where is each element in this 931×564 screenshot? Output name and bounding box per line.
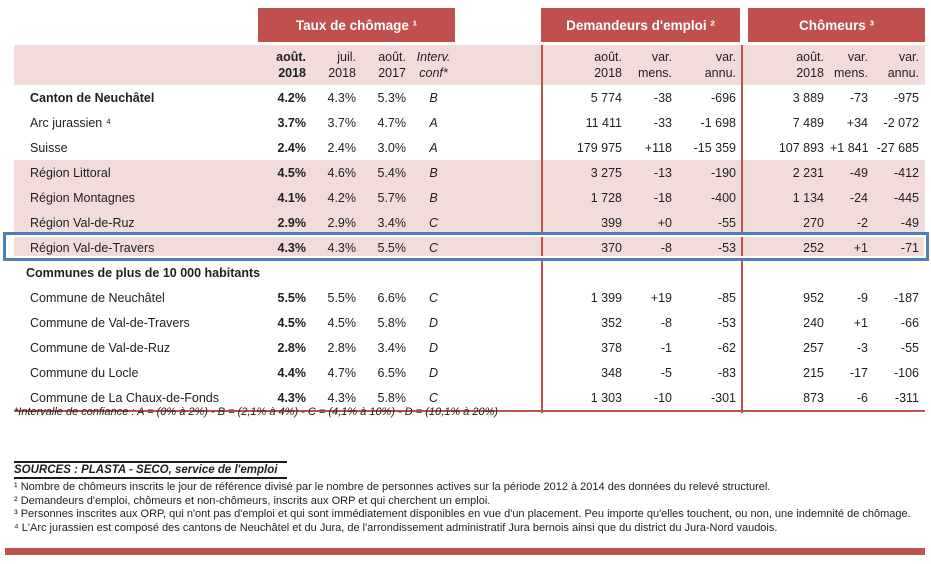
cell: -1 <box>660 340 672 355</box>
cell: 2.9% <box>277 215 306 230</box>
cell: -38 <box>653 90 672 105</box>
cell: -311 <box>894 390 919 405</box>
row-label: Commune du Locle <box>30 365 139 380</box>
cell: B <box>429 90 438 105</box>
cell: 2 231 <box>792 165 824 180</box>
table-row-suisse <box>14 135 925 160</box>
table-row-commune-de-val-de-travers <box>14 310 925 335</box>
cell: 1 134 <box>792 190 824 205</box>
table-section-header-communes <box>14 260 925 285</box>
cell: 4.3% <box>277 240 306 255</box>
col-header-de-var-annu: var. annu. <box>704 50 736 80</box>
cell: B <box>429 165 438 180</box>
row-label: Canton de Neuchâtel <box>30 90 155 105</box>
cell: -400 <box>710 190 736 205</box>
cell: -83 <box>717 365 736 380</box>
cell: -15 359 <box>693 140 736 155</box>
cell: -5 <box>660 365 672 380</box>
cell: 5 774 <box>590 90 622 105</box>
cell: 7 489 <box>792 115 824 130</box>
cell: 1 728 <box>590 190 622 205</box>
group-header-chomeurs: Chômeurs ³ <box>748 8 925 42</box>
cell: -73 <box>849 90 868 105</box>
cell: 2.8% <box>277 340 306 355</box>
cell: 2.9% <box>327 215 356 230</box>
cell: +34 <box>846 115 868 130</box>
cell: 378 <box>601 340 622 355</box>
col-header-de-var-mens: var. mens. <box>637 50 672 80</box>
cell: 107 893 <box>778 140 824 155</box>
row-label: Région Val-de-Ruz <box>30 215 135 230</box>
col-header-taux-aout-2017: août. 2017 <box>378 50 406 80</box>
cell: D <box>428 340 439 355</box>
cell: -412 <box>893 165 919 180</box>
cell: 4.7% <box>327 365 356 380</box>
cell: 6.5% <box>377 365 406 380</box>
table-row-region-littoral <box>14 160 925 185</box>
cell: 11 411 <box>585 115 622 130</box>
cell: 1 399 <box>590 290 622 305</box>
table-row-region-val-de-travers-highlighted <box>14 235 925 260</box>
row-label: Commune de La Chaux-de-Fonds <box>30 390 219 405</box>
table-row-commune-du-locle <box>14 360 925 385</box>
page-bottom-bar <box>5 548 925 555</box>
cell: -24 <box>849 190 868 205</box>
cell: -696 <box>710 90 736 105</box>
cell: 3.7% <box>327 115 356 130</box>
table-row-commune-de-neuchatel <box>14 285 925 310</box>
cell: -62 <box>717 340 736 355</box>
cell: -27 685 <box>876 140 919 155</box>
cell: 2.8% <box>327 340 356 355</box>
sources-title: SOURCES : PLASTA - SECO, service de l'emploi <box>14 461 287 479</box>
cell: C <box>428 390 439 405</box>
cell: -55 <box>717 215 736 230</box>
table-header-groups <box>14 8 925 42</box>
cell: 4.3% <box>327 240 356 255</box>
table-row-canton-de-neuchatel <box>14 85 925 110</box>
col-header-ch-var-annu: var. annu. <box>887 50 919 80</box>
cell: 5.8% <box>377 390 406 405</box>
cell: 873 <box>803 390 824 405</box>
spacer <box>455 63 541 67</box>
cell: A <box>429 115 438 130</box>
cell: C <box>428 215 439 230</box>
table-row-region-val-de-ruz <box>14 210 925 235</box>
cell: 252 <box>803 240 824 255</box>
cell: 4.3% <box>327 390 356 405</box>
cell: 4.5% <box>277 165 306 180</box>
col-header-de-aout-2018: août. 2018 <box>594 50 622 80</box>
col-header-ch-var-mens: var. mens. <box>833 50 868 80</box>
cell: -85 <box>717 290 736 305</box>
cell: -187 <box>893 290 919 305</box>
cell: -17 <box>849 365 868 380</box>
cell: -445 <box>893 190 919 205</box>
cell: 179 975 <box>576 140 622 155</box>
cell: 240 <box>803 315 824 330</box>
cell: 1 303 <box>590 390 622 405</box>
cell: -53 <box>717 240 736 255</box>
row-label: Région Montagnes <box>30 190 135 205</box>
cell: +19 <box>650 290 672 305</box>
cell: -49 <box>849 165 868 180</box>
cell: 3.4% <box>377 340 406 355</box>
table-row-region-montagnes <box>14 185 925 210</box>
cell: D <box>428 315 439 330</box>
cell: -106 <box>893 365 919 380</box>
sources-block <box>14 460 919 535</box>
cell: -301 <box>710 390 736 405</box>
statistics-table <box>14 8 925 412</box>
cell: 3.0% <box>377 140 406 155</box>
cell: -66 <box>900 315 919 330</box>
row-label: Commune de Val-de-Ruz <box>30 340 171 355</box>
cell: 4.2% <box>277 90 306 105</box>
cell: 3 889 <box>792 90 824 105</box>
row-label: Commune de Neuchâtel <box>30 290 165 305</box>
cell: -2 <box>856 215 868 230</box>
cell: -3 <box>856 340 868 355</box>
table-column-headers <box>14 45 925 85</box>
cell: -49 <box>900 215 919 230</box>
cell: 3.7% <box>277 115 306 130</box>
group-header-demandeurs-emploi: Demandeurs d'emploi ² <box>541 8 740 42</box>
cell: 6.6% <box>377 290 406 305</box>
cell: 952 <box>803 290 824 305</box>
footnote-3: ³ Personnes inscrites aux ORP, qui n'ont pas d'emploi et qui sont immédiatement disponibles en vue d'un placement. Peu importe qu'elles touchent, ou non, une indemnité de chômage. <box>14 508 911 520</box>
cell: 5.3% <box>377 90 406 105</box>
section-title: Communes de plus de 10 000 habitants <box>26 265 261 280</box>
cell: 5.5% <box>277 290 306 305</box>
cell: -13 <box>653 165 672 180</box>
table-row-arc-jurassien <box>14 110 925 135</box>
cell: 270 <box>803 215 824 230</box>
col-header-ch-aout-2018: août. 2018 <box>796 50 824 80</box>
cell: +1 841 <box>830 140 869 155</box>
column-separator-chomeurs <box>741 45 743 413</box>
cell: 4.4% <box>277 365 306 380</box>
cell: -33 <box>653 115 672 130</box>
cell: -6 <box>856 390 868 405</box>
col-header-interv-conf: Interv. conf* <box>416 50 451 80</box>
cell: 5.7% <box>377 190 406 205</box>
group-header-taux-de-chomage: Taux de chômage ¹ <box>258 8 455 42</box>
cell: 4.6% <box>327 165 356 180</box>
cell: C <box>428 290 439 305</box>
cell: +1 <box>853 315 868 330</box>
cell: 5.5% <box>377 240 406 255</box>
spacer <box>14 63 258 67</box>
cell: B <box>429 190 438 205</box>
cell: 3.4% <box>377 215 406 230</box>
cell: 4.1% <box>277 190 306 205</box>
cell: 4.3% <box>327 90 356 105</box>
cell: 3 275 <box>590 165 622 180</box>
cell: -190 <box>710 165 736 180</box>
cell: 2.4% <box>277 140 306 155</box>
row-label: Région Val-de-Travers <box>30 240 155 255</box>
confidence-interval-footnote: *Intervalle de confiance : A = (0% à 2%) - B = (2,1% à 4%) - C = (4,1% à 10%) - D = (10,1% à 20%) <box>14 406 499 418</box>
cell: -10 <box>653 390 672 405</box>
cell: -8 <box>660 315 672 330</box>
footnote-1: ¹ Nombre de chômeurs inscrits le jour de référence divisé par le nombre de personnes actives sur la période 2012 à 2014 des données du relevé structurel. <box>14 481 771 493</box>
row-label: Région Littoral <box>30 165 111 180</box>
cell: -9 <box>856 290 868 305</box>
cell: -1 698 <box>700 115 736 130</box>
cell: C <box>428 240 439 255</box>
cell: 5.4% <box>377 165 406 180</box>
cell: -8 <box>660 240 672 255</box>
cell: 5.5% <box>327 290 356 305</box>
footnote-2: ² Demandeurs d'emploi, chômeurs et non-chômeurs, inscrits aux ORP et qui cherchent un emploi. <box>14 494 491 507</box>
col-header-taux-aout-2018: août. 2018 <box>276 50 306 80</box>
column-separator-demandeurs <box>541 45 543 413</box>
cell: -2 072 <box>883 115 919 130</box>
footnotes <box>14 481 919 535</box>
cell: 4.5% <box>277 315 306 330</box>
cell: 257 <box>803 340 824 355</box>
cell: 4.7% <box>377 115 406 130</box>
cell: D <box>428 365 439 380</box>
cell: 370 <box>601 240 622 255</box>
table-body <box>14 85 925 410</box>
cell: 399 <box>601 215 622 230</box>
row-label: Arc jurassien ⁴ <box>30 115 112 130</box>
cell: 352 <box>601 315 622 330</box>
cell: 4.3% <box>277 390 306 405</box>
cell: 2.4% <box>327 140 356 155</box>
cell: 215 <box>803 365 824 380</box>
cell: 4.5% <box>327 315 356 330</box>
cell: -71 <box>900 240 919 255</box>
cell: 4.2% <box>327 190 356 205</box>
cell: +118 <box>644 140 672 155</box>
cell: 348 <box>601 365 622 380</box>
cell: -18 <box>653 190 672 205</box>
cell: -975 <box>893 90 919 105</box>
cell: -53 <box>717 315 736 330</box>
footnote-4: ⁴ L'Arc jurassien est composé des cantons de Neuchâtel et du Jura, de l'arrondissement administratif Jura bernois ainsi que du district du Jura-Nord vaudois. <box>14 521 778 534</box>
cell: -55 <box>900 340 919 355</box>
table-row-commune-de-val-de-ruz <box>14 335 925 360</box>
row-label: Suisse <box>30 140 68 155</box>
cell: 5.8% <box>377 315 406 330</box>
cell: +1 <box>853 240 868 255</box>
row-label: Commune de Val-de-Travers <box>30 315 190 330</box>
cell: +0 <box>657 215 672 230</box>
cell: A <box>429 140 438 155</box>
col-header-taux-juil-2018: juil. 2018 <box>328 50 356 80</box>
